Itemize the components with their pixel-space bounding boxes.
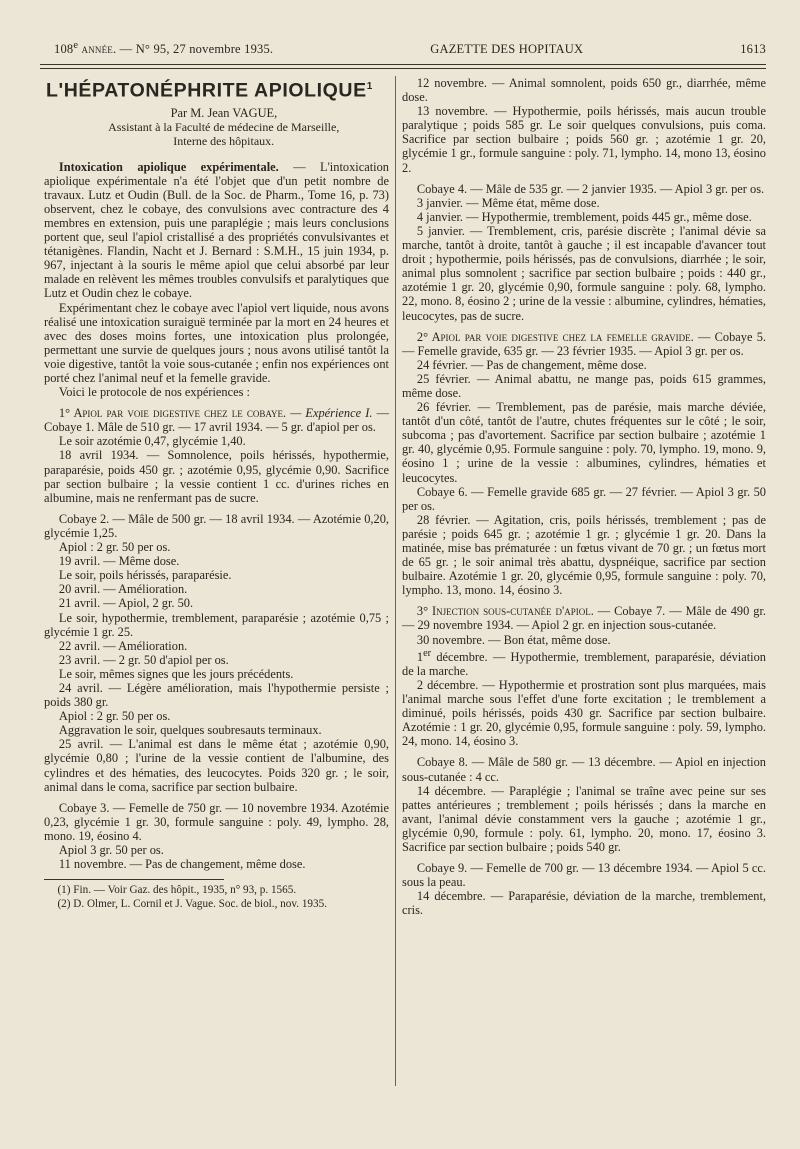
protocol-line: Apiol 3 gr. 50 per os. [58,843,164,857]
protocol-line: 19 avril. — Même dose. [58,554,180,569]
protocol-line: 20 avril. — Amélioration. [58,582,188,597]
protocol-line: 22 avril. — Amélioration. [58,638,188,653]
affiliation-1: Assistant à la Faculté de médecine de Marseille, [108,119,340,134]
protocol-line: Cobaye 8. — Mâle de 580 gr. — 13 décembre. — Apiol en injection sous-cutanée : 4 cc. [402,755,766,784]
page-number: 1613 [740,42,766,57]
paragraph: Expérimentant chez le cobaye avec l'apiol vert liquide, nous avons réalisé une intoxication suraiguë terminée par la mort en 24 heures et avec des doses moins fortes, une intoxication plus prolongée, permettant une survie de quelques jours ; nous avons utilisé tantôt la voie digestive, tantôt la voie sous-cutanée ; enfin nos expériences ont porté chez l'animal neuf et la femelle gravide. [44,300,389,385]
protocol-line: Le soir, hypothermie, tremblement, paraparésie ; azotémie 0,75 ; glycémie 1 gr. 25. [44,610,389,639]
header-rule-double [40,68,766,69]
protocol-line: 5 janvier. — Tremblement, cris, parésie discrète ; l'animal dévie sa marche, tantôt à droite, tantôt à gauche ; il est incapable d'avancer tout droit ; hypothermie, poils hérissés, pas de convulsions, diarrhée ; le soir, animal plus somnolent ; sacrifice par section bulbaire ; poids : 440 gr., azotémie 1 gr. 20, glycémie 0,90, formule sanguine : poly. 68, lympho. 22, mono. 8, éosino 2 ; urine de la vessie : albumine, cylindres, hématies, leucocytes, pas de sucre. [402,223,766,323]
column-divider [395,76,396,1086]
protocol-line: Cobaye 4. — Mâle de 535 gr. — 2 janvier 1935. — Apiol 3 gr. per os. [416,181,765,196]
protocol-line: Cobaye 2. — Mâle de 500 gr. — 18 avril 1934. — Azotémie 0,20, glycémie 1,25. [44,511,389,540]
protocol-line: 14 décembre. — Paraparésie, déviation de la marche, tremblement, cris. [402,889,766,918]
left-column [44,76,389,911]
journal-name: GAZETTE DES HOPITAUX [430,42,584,57]
protocol-line: 11 novembre. — Pas de changement, même dose. [58,857,306,872]
section-heading: 1° Apiol par voie digestive chez le cobaye. — Expérience I. — Cobaye 1. Mâle de 510 gr. — 17 avril 1934. — 5 gr. d'apiol per os. [44,406,389,435]
protocol-line: 12 novembre. — Animal somnolent, poids 650 gr., diarrhée, même dose. [402,76,766,105]
affiliation-2: Interne des hôpitaux. [173,133,275,148]
protocol-line: Le soir azotémie 0,47, glycémie 1,40. [58,434,246,449]
protocol-line: 30 novembre. — Bon état, même dose. [416,632,611,647]
protocol-line: 23 avril. — 2 gr. 50 d'apiol per os. [58,652,229,667]
running-head [54,40,766,60]
issue-info: 108e année. — N° 95, 27 novembre 1935. [54,40,274,57]
section-heading: 2° Apiol par voie digestive chez la femelle gravide. — Cobaye 5. — Femelle gravide, 635 gr. — 23 février 1935. — Apiol 3 gr. per os. [402,329,766,358]
protocol-line: 25 février. — Animal abattu, ne mange pas, poids 615 grammes, même dose. [402,371,766,400]
protocol-line: Cobaye 6. — Femelle gravide 685 gr. — 27 février. — Apiol 3 gr. 50 per os. [402,484,766,513]
right-column [402,76,766,917]
protocol-line: Cobaye 9. — Femelle de 700 gr. — 13 décembre 1934. — Apiol 5 cc. sous la peau. [402,861,766,890]
protocol-line: 3 janvier. — Même état, même dose. [416,195,600,210]
protocol-line: 21 avril. — Apiol, 2 gr. 50. [58,596,194,611]
header-rule [40,64,766,65]
protocol-line: 1er décembre. — Hypothermie, tremblement, paraparésie, déviation de la marche. [402,647,766,678]
protocol-line: 24 février. — Pas de changement, même dose. [416,357,647,372]
footnote-1: (1) Fin. — Voir Gaz. des hôpit., 1935, n° 93, p. 1565. [57,884,297,897]
protocol-line: Aggravation le soir, quelques soubresauts terminaux. [58,723,322,738]
protocol-line: Le soir, mêmes signes que les jours précédents. [58,666,294,681]
protocol-line: 28 février. — Agitation, cris, poils hérissés, tremblement ; pas de parésie ; poids 645 gr. ; azotémie 1 gr. ; glycémie 1 gr. 20. Dans la matinée, mise bas prématurée : un fœtus vivant de 70 gr. ; un fœtus mort de 65 gr. ; le soir animal très abattu, dyspnéique, sacrifice par section bulbaire. Azotémie 1 gr. 20, glycémie 0,95, formule sanguine : poly. 70, lympho. 13, mono. 14, éosino 3. [402,512,766,598]
protocol-line: 2 décembre. — Hypothermie et prostration sont plus marquées, mais l'animal marche sous l'effet d'une forte excitation ; le tremblement a diminué, poils hérissés, poids 430 gr. Sacrifice par section bulbaire. Azotémie : 1 gr. 20, glycémie 0,95, formule sanguine : poly. 59, lympho. 24, mono. 14, éosino 3. [402,677,766,749]
article-title: L'HÉPATONÉPHRITE APIOLIQUE$^1$ [46,79,373,102]
protocol-line: Cobaye 3. — Femelle de 750 gr. — 10 novembre 1934. Azotémie 0,23, glycémie 1 gr. 30, formule sanguine : poly. 49, lympho. 28, mono. 19, éosino 4. [44,800,389,843]
paragraph: Intoxication apiolique expérimentale. — L'intoxication apiolique expérimentale n'a été l'objet que d'un petit nombre de travaux. Lutz et Oudin (Bull. de la Soc. de Pharm., Tome 16, p. 73) observent, chez le cobaye, des convulsions avec contracture des 4 membres en extension, puis une paraplégie ; mais leurs conclusions portent que, seul l'apiol cristallisé a des propriétés convulsivantes et tétanigènes. Flandin, Nacht et J. Bernard : S.M.H., 15 juin 1934, p. 967, injectant à la souris le même apiol que celui absorbé par leur malade en relèvent les mêmes troubles convulsifs et paralytiques que Lutz et Oudin chez le cobaye. [44,159,389,301]
protocol-line: 18 avril 1934. — Somnolence, poils hérissés, hypothermie, paraparésie, poids 450 gr. ; azotémie 0,95, glycémie 0,90. Sacrifice par section bulbaire ; la vessie contient 1 cc. d'urines riches en albumine, mais ne renfermant pas de sucre. [44,448,389,505]
protocol-line: Apiol : 2 gr. 50 per os. [58,709,171,724]
section-heading: 3° Injection sous-cutanée d'apiol. — Cobaye 7. — Mâle de 490 gr. — 29 novembre 1934. — Apiol 2 gr. en injection sous-cutanée. [402,604,766,633]
protocol-line: 4 janvier. — Hypothermie, tremblement, poids 445 gr., même dose. [416,209,752,224]
paragraph: Voici le protocole de nos expériences : [58,385,250,400]
protocol-line: Apiol : 2 gr. 50 per os. [58,540,171,555]
footnote-2: (2) D. Olmer, L. Cornil et J. Vague. Soc. de biol., nov. 1935. [57,897,328,910]
protocol-line: 25 avril. — L'animal est dans le même état ; azotémie 0,90, glycémie 0,80 ; l'urine de la vessie contient de l'albumine, des cylindres et des hématies, des leucocytes. Poids 320 gr. ; le soir, animal dans le coma, sacrifice par section bulbaire. [44,737,389,794]
protocol-line: 13 novembre. — Hypothermie, poils hérissés, mais aucun trouble paralytique ; poids 585 gr. Le soir quelques convulsions, puis coma. Sacrifice par section bulbaire ; poids 560 gr. ; azotémie 1 gr. 20, glycémie 1 gr., formule sanguine : poly. 71, lympho. 14, mono 13, éosino 2. [402,104,766,175]
protocol-line: 14 décembre. — Paraplégie ; l'animal se traîne avec peine sur ses pattes antérieures ; tremblement ; poils hérissés ; dans la marche en avant, l'animal dévie constamment vers la gauche ; azotémie 1 gr., glycémie 0,90, formule : poly. 61, lympho. 20, mono. 17, éosino 3. Sacrifice par section bulbaire ; poids 540 gr. [402,783,766,854]
protocol-line: 26 février. — Tremblement, pas de parésie, mais marche déviée, tantôt d'un côté, tantôt de l'autre, chutes fréquentes sur le côté ; le soir, subcoma ; pas d'avortement. Sacrifice par section bulbaire ; azotémie 1 gr. 40, glycémie 0,95. Formule sanguine : poly. 70, lympho. 19, mono. 9, éosino 1 ; urine de la vessie : albumines, cylindres, hématies et leucocytes. [402,400,766,485]
footnote-rule [44,879,224,880]
protocol-line: 24 avril. — Légère amélioration, mais l'hypothermie persiste ; poids 380 gr. [44,680,389,710]
author-line: Par M. Jean VAGUE, [170,105,278,120]
protocol-line: Le soir, poils hérissés, paraparésie. [58,568,232,583]
